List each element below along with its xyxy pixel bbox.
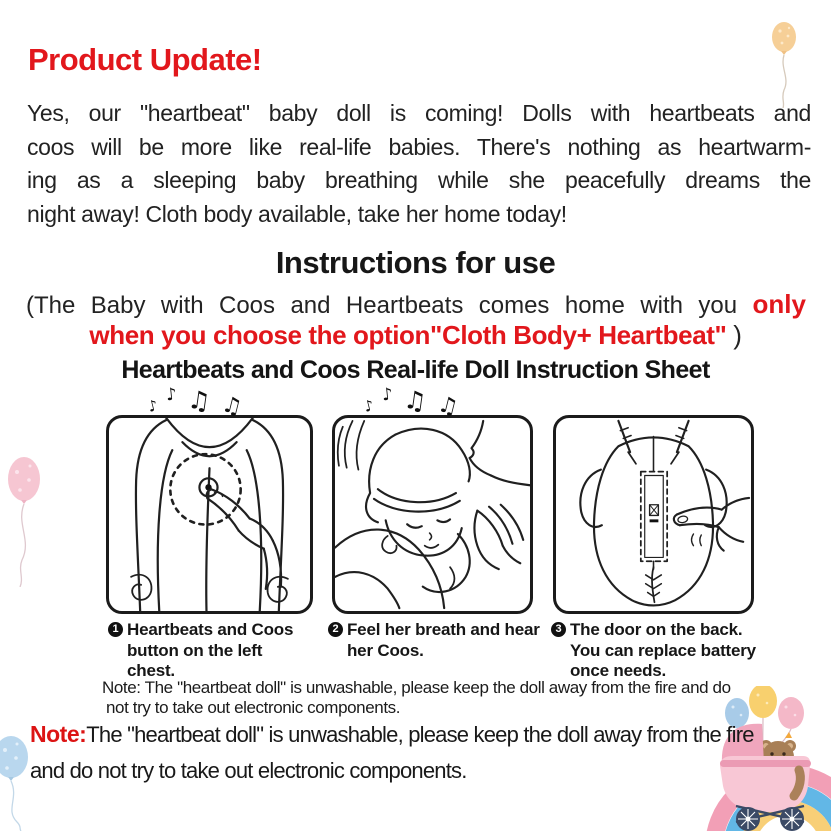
condition-red-text: when you choose the option"Cloth Body+ Heartbeat"	[89, 320, 727, 350]
big-note-line	[30, 716, 754, 753]
intro-line: night away! Cloth body available, take her home today!	[27, 200, 567, 227]
caption-line: Heartbeats and Coos	[127, 620, 294, 639]
intro-paragraph	[27, 97, 811, 231]
instruction-sheet-title: Heartbeats and Coos Real-life Doll Instruction Sheet	[121, 356, 710, 384]
condition-black-text: (The Baby with Coos and Heartbeats comes home with you	[26, 292, 753, 319]
condition-red-text: only	[752, 289, 806, 319]
caption-line: once needs.	[570, 661, 667, 680]
caption-line: You can replace battery	[570, 640, 756, 660]
step-number-badge: 2	[328, 622, 343, 637]
panel-battery-door-illustration	[553, 415, 754, 614]
music-note-icon: ♫	[186, 384, 213, 417]
panel-chest-button-illustration	[106, 415, 313, 614]
intro-line: Yes, our "heartbeat" baby doll is coming! Dolls with heartbeats and	[27, 100, 811, 126]
step-number-badge: 3	[551, 622, 566, 637]
instructions-heading: Instructions for use	[275, 245, 556, 280]
pram-wheel	[780, 807, 804, 831]
music-note-icon: ♪	[361, 396, 376, 416]
caption-step-1	[108, 620, 310, 682]
caption-step-3	[551, 620, 765, 682]
note-label: Note:	[30, 721, 87, 747]
music-note-icon: ♪	[164, 384, 178, 406]
music-note-icon: ♪	[380, 384, 394, 406]
small-warning-note	[102, 678, 731, 718]
step-number-badge: 1	[108, 622, 123, 637]
intro-line: ing as a sleeping baby breathing while she peacefully dreams the	[27, 167, 811, 193]
panel-breath-coos-illustration	[332, 415, 533, 614]
caption-line: her Coos.	[347, 640, 424, 660]
music-notes-icon	[362, 384, 472, 426]
music-note-icon: ♫	[402, 384, 429, 417]
condition-line-1	[26, 289, 806, 320]
condition-line-2	[0, 320, 831, 351]
balloon-pink-icon	[2, 452, 62, 587]
big-note-line: and do not try to take out electronic components.	[30, 758, 467, 783]
music-note-icon: ♪	[145, 396, 160, 416]
pram-wheel	[736, 807, 760, 831]
small-note-line: not try to take out electronic components.	[106, 698, 401, 717]
page-title: Product Update!	[28, 42, 262, 77]
condition-close-paren: )	[726, 320, 742, 350]
big-warning-note	[30, 716, 754, 789]
music-note-icon: ♫	[435, 391, 461, 422]
balloon-orange-icon	[763, 16, 807, 108]
music-notes-icon	[146, 384, 256, 426]
caption-line: The door on the back.	[570, 620, 743, 639]
caption-line: button on the left chest.	[127, 640, 263, 680]
intro-line: coos will be more like real-life babies. There's nothing as heartwarm-	[27, 133, 811, 160]
big-note-text: The "heartbeat doll" is unwashable, please keep the doll away from the fire	[86, 722, 754, 747]
caption-line: Feel her breath and hear	[347, 620, 540, 639]
caption-step-2	[328, 620, 542, 661]
music-note-icon: ♫	[219, 391, 245, 422]
small-note-line: Note: The "heartbeat doll" is unwashable, please keep the doll away from the fire and do	[102, 678, 731, 697]
